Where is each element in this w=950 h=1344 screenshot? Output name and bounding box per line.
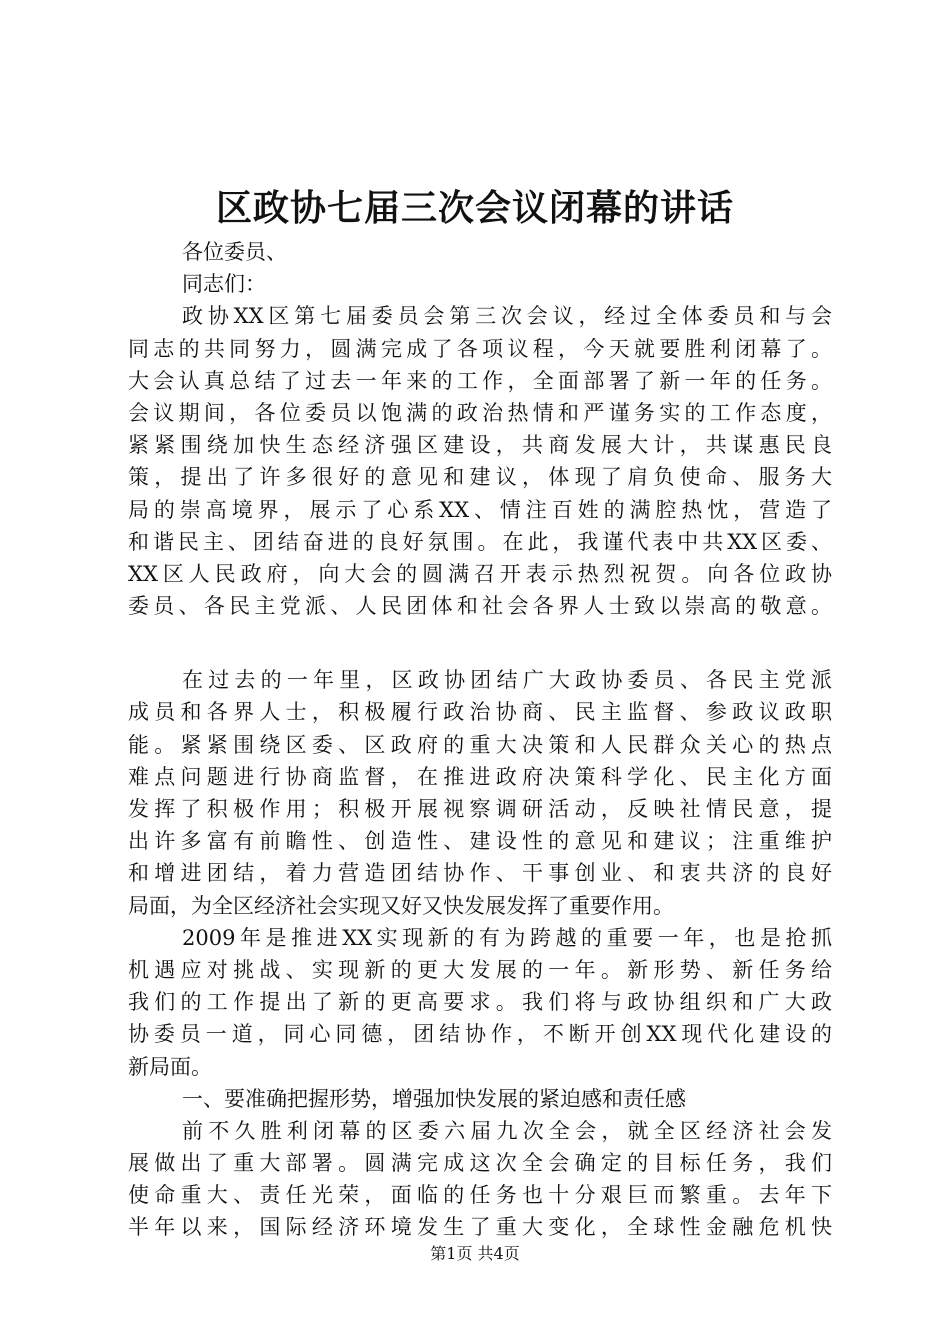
paragraph-line: 委员、各民主党派、人民团体和社会各界人士致以崇高的敬意。 — [128, 594, 832, 619]
document-body — [128, 236, 832, 1244]
paragraph-line: 半年以来，国际经济环境发生了重大变化，全球性金融危机快 — [128, 1215, 832, 1240]
paragraph-line: 能。紧紧围绕区委、区政府的重大决策和人民群众关心的热点 — [128, 732, 832, 757]
paragraph-line: 我们的工作提出了新的更高要求。我们将与政协组织和广大政 — [128, 990, 832, 1015]
paragraph-line: XX区人民政府，向大会的圆满召开表示热烈祝贺。向各位政协 — [128, 561, 832, 586]
paragraph-line: 难点问题进行协商监督，在推进政府决策科学化、民主化方面 — [128, 764, 832, 789]
paragraph-line: 和增进团结，着力营造团结协作、干事创业、和衷共济的良好 — [128, 861, 832, 886]
page-number-footer: 第1页 共4页 — [430, 1244, 520, 1263]
section-heading: 一、要准确把握形势，增强加快发展的紧迫感和责任感 — [182, 1086, 686, 1111]
paragraph-line: 2009年是推进XX实现新的有为跨越的重要一年，也是抢抓 — [182, 925, 832, 950]
paragraph-line: 在过去的一年里，区政协团结广大政协委员、各民主党派 — [182, 668, 832, 693]
paragraph-line: 大会认真总结了过去一年来的工作，全面部署了新一年的任务。 — [128, 368, 832, 393]
paragraph-line: 局面，为全区经济社会实现又好又快发展发挥了重要作用。 — [128, 893, 674, 918]
document-title: 区政协七届三次会议闭幕的讲话 — [215, 187, 734, 229]
paragraph-line: 展做出了重大部署。圆满完成这次全会确定的目标任务，我们 — [128, 1151, 832, 1176]
paragraph-line: 局的崇高境界，展示了心系XX、情注百姓的满腔热忱，营造了 — [128, 497, 832, 522]
paragraph-line: 前不久胜利闭幕的区委六届九次全会，就全区经济社会发 — [182, 1118, 832, 1143]
paragraph-line: 成员和各界人士，积极履行政治协商、民主监督、参政议政职 — [128, 700, 832, 725]
paragraph-line: 和谐民主、团结奋进的良好氛围。在此，我谨代表中共XX区委、 — [128, 529, 832, 554]
paragraph-line: 政协XX区第七届委员会第三次会议，经过全体委员和与会 — [182, 304, 832, 329]
paragraph-line: 机遇应对挑战、实现新的更大发展的一年。新形势、新任务给 — [128, 957, 832, 982]
salutation-line: 同志们： — [182, 272, 266, 297]
paragraph-line: 协委员一道，同心同德，团结协作，不断开创XX现代化建设的 — [128, 1022, 832, 1047]
paragraph-line: 出许多富有前瞻性、创造性、建设性的意见和建议；注重维护 — [128, 829, 832, 854]
paragraph-line: 紧紧围绕加快生态经济强区建设，共商发展大计，共谋惠民良 — [128, 433, 832, 458]
paragraph-line: 使命重大、责任光荣，面临的任务也十分艰巨而繁重。去年下 — [128, 1183, 832, 1208]
paragraph-line: 会议期间，各位委员以饱满的政治热情和严谨务实的工作态度， — [128, 400, 832, 425]
salutation-line: 各位委员、 — [182, 240, 287, 264]
paragraph-line: 同志的共同努力，圆满完成了各项议程，今天就要胜利闭幕了。 — [128, 336, 832, 361]
paragraph-line: 策，提出了许多很好的意见和建议，体现了肩负使命、服务大 — [128, 465, 832, 490]
paragraph-line: 新局面。 — [128, 1054, 212, 1079]
paragraph-line: 发挥了积极作用；积极开展视察调研活动，反映社情民意，提 — [128, 797, 832, 821]
paragraph-spacer — [128, 622, 832, 664]
